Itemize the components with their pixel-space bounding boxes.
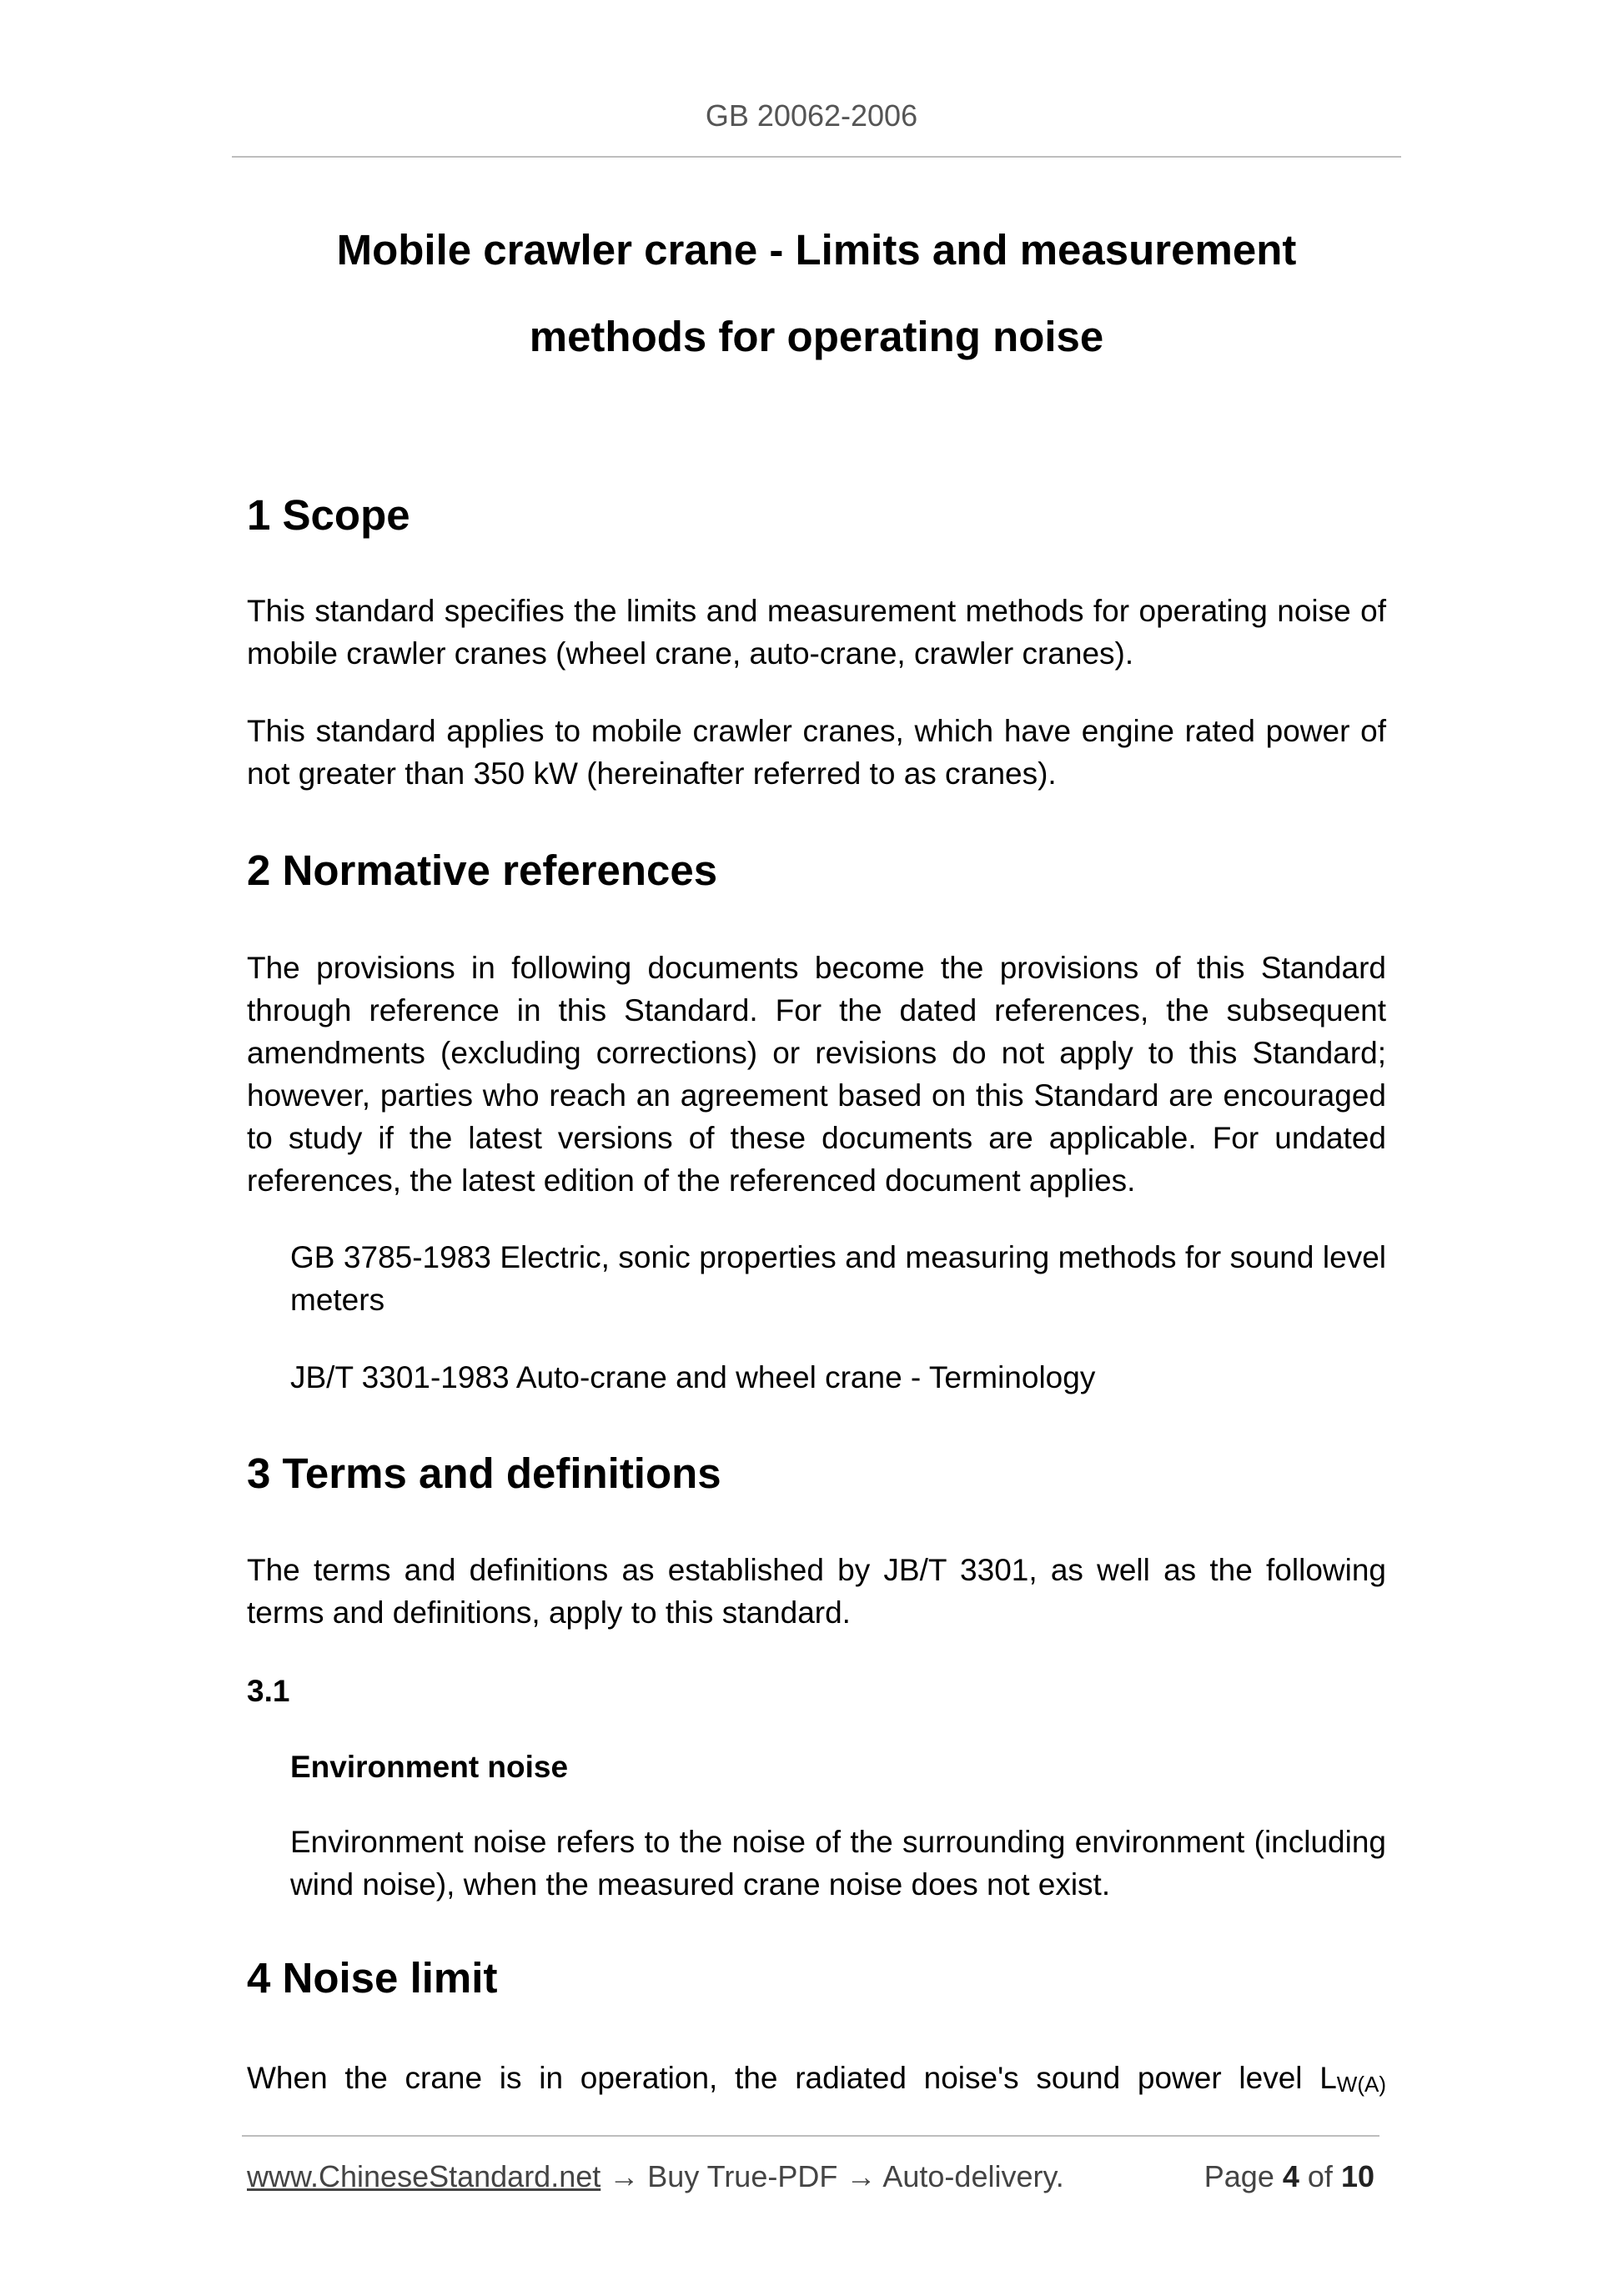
title-line-1: Mobile crawler crane - Limits and measurement <box>336 226 1297 274</box>
website-link[interactable]: www.ChineseStandard.net <box>247 2159 601 2193</box>
of-label: of <box>1307 2159 1333 2193</box>
page-number: 4 <box>1282 2159 1299 2193</box>
footer <box>247 2157 1374 2197</box>
page-label: Page <box>1203 2159 1274 2193</box>
scope-paragraph-1: This standard specifies the limits and measurement methods for operating noise of mobile crawler cranes (wheel crane, auto-crane, crawler cranes). <box>247 594 1386 671</box>
noise-limit-paragraph <box>247 2057 1386 2106</box>
page-indicator <box>1204 2157 1374 2197</box>
section-heading-terms: 3 Terms and definitions <box>247 1449 721 1497</box>
footer-buy-text: Buy True-PDF <box>647 2159 838 2193</box>
noise-limit-subscript: W(A) <box>1336 2072 1386 2097</box>
reference-gb-3785: GB 3785-1983 Electric, sonic properties and measuring methods for sound level meters <box>290 1240 1386 1317</box>
footer-divider <box>242 2135 1379 2137</box>
page-total: 10 <box>1340 2159 1374 2193</box>
section-heading-noise-limit: 4 Noise limit <box>247 1954 498 2002</box>
clause-number: 3.1 <box>247 1674 290 1708</box>
section-heading-scope: 1 Scope <box>247 491 410 539</box>
header-divider <box>232 156 1401 158</box>
document-title <box>232 207 1401 380</box>
arrow-right-icon: → <box>609 2159 640 2193</box>
header-standard-code: GB 20062-2006 <box>705 98 918 133</box>
term-definition: Environment noise refers to the noise of the surrounding environment (including wind noise), when the measured crane noise does not exist. <box>290 1825 1386 1902</box>
reference-jbt-3301: JB/T 3301-1983 Auto-crane and wheel crane - Terminology <box>290 1360 1096 1394</box>
term-name: Environment noise <box>290 1750 569 1784</box>
title-line-2: methods for operating noise <box>529 313 1104 360</box>
arrow-right-icon: → <box>846 2159 877 2193</box>
noise-limit-text: When the crane is in operation, the radiated noise's sound power level L <box>247 2061 1337 2095</box>
scope-paragraph-2: This standard applies to mobile crawler cranes, which have engine rated power of not greater than 350 kW (hereinafter referred to as cranes). <box>247 714 1386 791</box>
normative-paragraph: The provisions in following documents become the provisions of this Standard through reference in this Standard. For the dated references, the subsequent amendments (excluding corrections) or revisions do not apply to this Standard; however, parties who reach an agreement based on this Standard are encouraged to study if the latest versions of these documents are applicable. For undated references, the latest edition of the referenced document applies. <box>247 951 1386 1198</box>
section-heading-normative-references: 2 Normative references <box>247 847 718 894</box>
terms-paragraph: The terms and definitions as established by JB/T 3301, as well as the following terms and definitions, apply to this standard. <box>247 1553 1386 1630</box>
footer-delivery-text: Auto-delivery. <box>882 2159 1064 2193</box>
